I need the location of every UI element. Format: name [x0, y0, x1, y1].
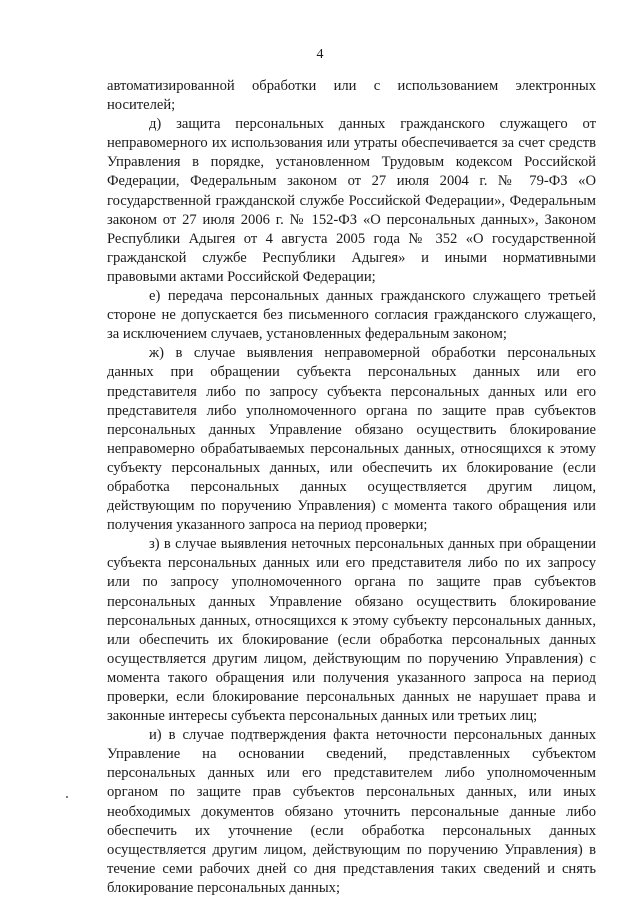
paragraph-continuation: автоматизированной обработки или с использованием электронных носителей; [107, 78, 596, 114]
margin-dot [66, 796, 68, 798]
paragraph-item-i: и) в случае подтверждения факта неточности персональных данных Управление на основании сведений, представленных субъектом персональных данных или его представителем либо уполномоченным органом по защите прав субъектов персональных данных, или иных необходимых документов обязано уточнить персональные данные либо обеспечить их уточнение (если обработка персональных данных осуществляется другим лицом, действующим по поручению Управления) в течение семи рабочих дней со дня представления таких сведений и снять блокирование персональных данных; [107, 727, 596, 896]
paragraph-item-e: е) передача персональных данных гражданского служащего третьей стороне не допускается без письменного согласия гражданского служащего, за исключением случаев, установленных федеральным законом; [107, 288, 596, 343]
page-number: 4 [316, 47, 324, 62]
paragraph-item-zh: ж) в случае выявления неправомерной обработки персональных данных при обращении субъекта персональных данных или его представителя либо по запросу субъекта персональных данных или его представителя либо уполномоченного органа по защите прав субъектов персональных данных Управление обязано осуществить блокирование неправомерно обрабатываемых персональных данных, относящихся к этому субъекту персональных данных, или обеспечить их блокирование (если обработка персональных данных осуществляется другим лицом, действующим по поручению Управления) с момента такого обращения или получения указанного запроса на период проверки; [107, 345, 596, 534]
paragraph-item-z: з) в случае выявления неточных персональных данных при обращении субъекта персональных данных или его представителя либо по их запросу или по запросу уполномоченного органа по защите прав субъектов персональных данных Управление обязано осуществить блокирование персональных данных, относящихся к этому субъекту персональных данных, или обеспечить их блокирование (если обработка персональных данных осуществляется другим лицом, действующим по поручению Управления) с момента такого обращения или получения указанного запроса на период проверки, если блокирование персональных данных не нарушает права и законные интересы субъекта персональных данных или третьих лиц; [107, 536, 596, 725]
document-body [107, 77, 596, 898]
paragraph-item-d: д) защита персональных данных гражданского служащего от неправомерного их использования или утраты обеспечивается за счет средств Управления в порядке, установленном Трудовым кодексом Российской Федерации, Федеральным законом от 27 июля 2004 г. № 79-ФЗ «О государственной гражданской службе Российской Федерации», Федеральным законом от 27 июля 2006 г. № 152-ФЗ «О персональных данных», Законом Республики Адыгея от 4 августа 2005 года № 352 «О государственной гражданской службе Республики Адыгея» и иными нормативными правовыми актами Российской Федерации; [107, 116, 596, 285]
